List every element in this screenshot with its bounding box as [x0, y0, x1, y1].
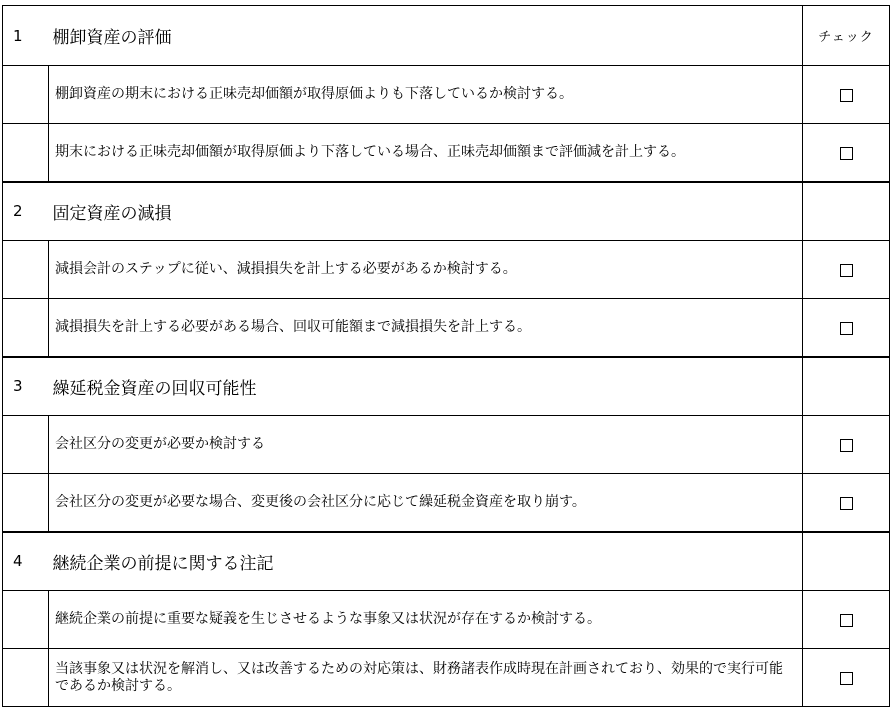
checklist-item-text: 棚卸資産の期末における正味売却価額が取得原価よりも下落しているか検討する。 [49, 66, 803, 124]
section-title: 継続企業の前提に関する注記 [49, 532, 803, 591]
checklist-item [3, 474, 890, 532]
check-column-header [803, 532, 890, 591]
section-title: 繰延税金資産の回収可能性 [49, 357, 803, 416]
checklist-item-text: 減損会計のステップに従い、減損損失を計上する必要があるか検討する。 [49, 241, 803, 299]
checklist-item-text: 期末における正味売却価額が取得原価より下落している場合、正味売却価額まで評価減を計上する。 [49, 124, 803, 182]
checkbox[interactable] [840, 322, 853, 335]
checklist-item [3, 591, 890, 649]
checklist-item-text: 会社区分の変更が必要か検討する [49, 416, 803, 474]
checkbox[interactable] [840, 614, 853, 627]
checklist-item-text: 会社区分の変更が必要な場合、変更後の会社区分に応じて繰延税金資産を取り崩す。 [49, 474, 803, 532]
checkbox[interactable] [840, 439, 853, 452]
section-header-row [3, 6, 890, 66]
check-column-header: チェック [803, 6, 890, 66]
section-number: 4 [3, 532, 49, 591]
audit-checklist-table [2, 5, 890, 707]
check-column-header [803, 357, 890, 416]
checkbox[interactable] [840, 147, 853, 160]
checklist-item [3, 124, 890, 182]
checkbox[interactable] [840, 264, 853, 277]
checklist-item-text: 減損損失を計上する必要がある場合、回収可能額まで減損損失を計上する。 [49, 299, 803, 357]
section-title: 棚卸資産の評価 [49, 6, 803, 66]
section-title: 固定資産の減損 [49, 182, 803, 241]
section-number: 1 [3, 6, 49, 66]
checklist-item [3, 66, 890, 124]
checklist-item-text: 継続企業の前提に重要な疑義を生じさせるような事象又は状況が存在するか検討する。 [49, 591, 803, 649]
section-number: 3 [3, 357, 49, 416]
checkbox[interactable] [840, 672, 853, 685]
checklist-item [3, 241, 890, 299]
checklist-item-text: 当該事象又は状況を解消し、又は改善するための対応策は、財務諸表作成時現在計画されており、効果的で実行可能であるか検討する。 [49, 649, 803, 707]
section-number: 2 [3, 182, 49, 241]
section-header-row [3, 182, 890, 241]
section-header-row [3, 532, 890, 591]
checklist-item [3, 416, 890, 474]
checklist-item [3, 299, 890, 357]
section-header-row [3, 357, 890, 416]
check-column-header [803, 182, 890, 241]
checklist-item [3, 649, 890, 707]
checkbox[interactable] [840, 89, 853, 102]
checkbox[interactable] [840, 497, 853, 510]
